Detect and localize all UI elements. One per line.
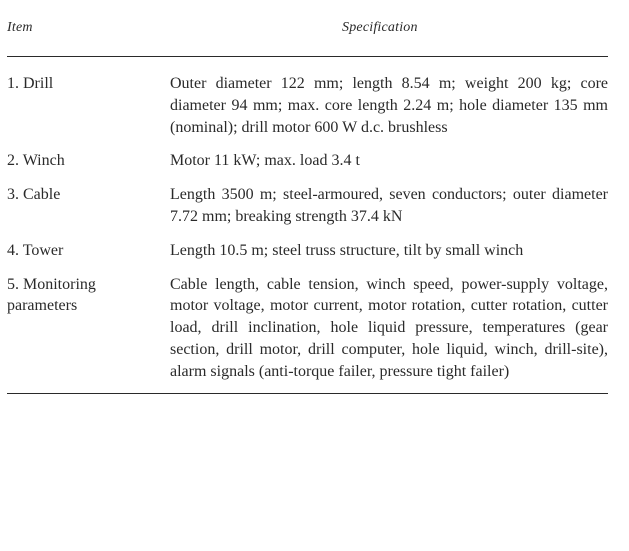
row-item-label: 5. Monitoring parameters (7, 275, 96, 315)
column-header-item: Item (7, 20, 33, 35)
table-row-cable (7, 184, 608, 228)
row-specification: Motor 11 kW; max. load 3.4 t (170, 152, 360, 170)
table-body (7, 57, 608, 383)
row-specification: Outer diameter 122 mm; length 8.54 m; weight 200 kg; core diameter 94 mm; max. core length 2.24 m; hole diameter 135 mm (nominal); drill motor 600 W d.c. brushless (170, 75, 608, 136)
row-specification: Length 10.5 m; steel truss structure, tilt by small winch (170, 241, 524, 259)
column-header-specification: Specification (342, 20, 418, 35)
table-header (7, 20, 608, 56)
row-specification: Cable length, cable tension, winch speed, power-supply voltage, motor voltage, motor current, motor rotation, cutter rotation, cutter load, drill inclination, hole liquid pressure, temperatures (gear section, drill motor, drill computer, hole liquid, winch, drill-site), alarm signals (anti-torque failer, pressure tight failer) (170, 275, 608, 380)
spec-table (7, 20, 608, 394)
table-row-drill (7, 73, 608, 138)
row-item-label: 1. Drill (7, 75, 54, 92)
row-item-label: 4. Tower (7, 241, 64, 259)
table-row-tower (7, 240, 608, 262)
table-row-monitoring (7, 274, 608, 383)
bottom-rule (7, 393, 608, 394)
table-row-winch (7, 150, 608, 172)
row-item-label: 3. Cable (7, 186, 61, 204)
row-item-label: 2. Winch (7, 152, 65, 170)
row-specification: Length 3500 m; steel-armoured, seven conductors; outer diameter 7.72 mm; breaking strength 37.4 kN (170, 186, 608, 225)
